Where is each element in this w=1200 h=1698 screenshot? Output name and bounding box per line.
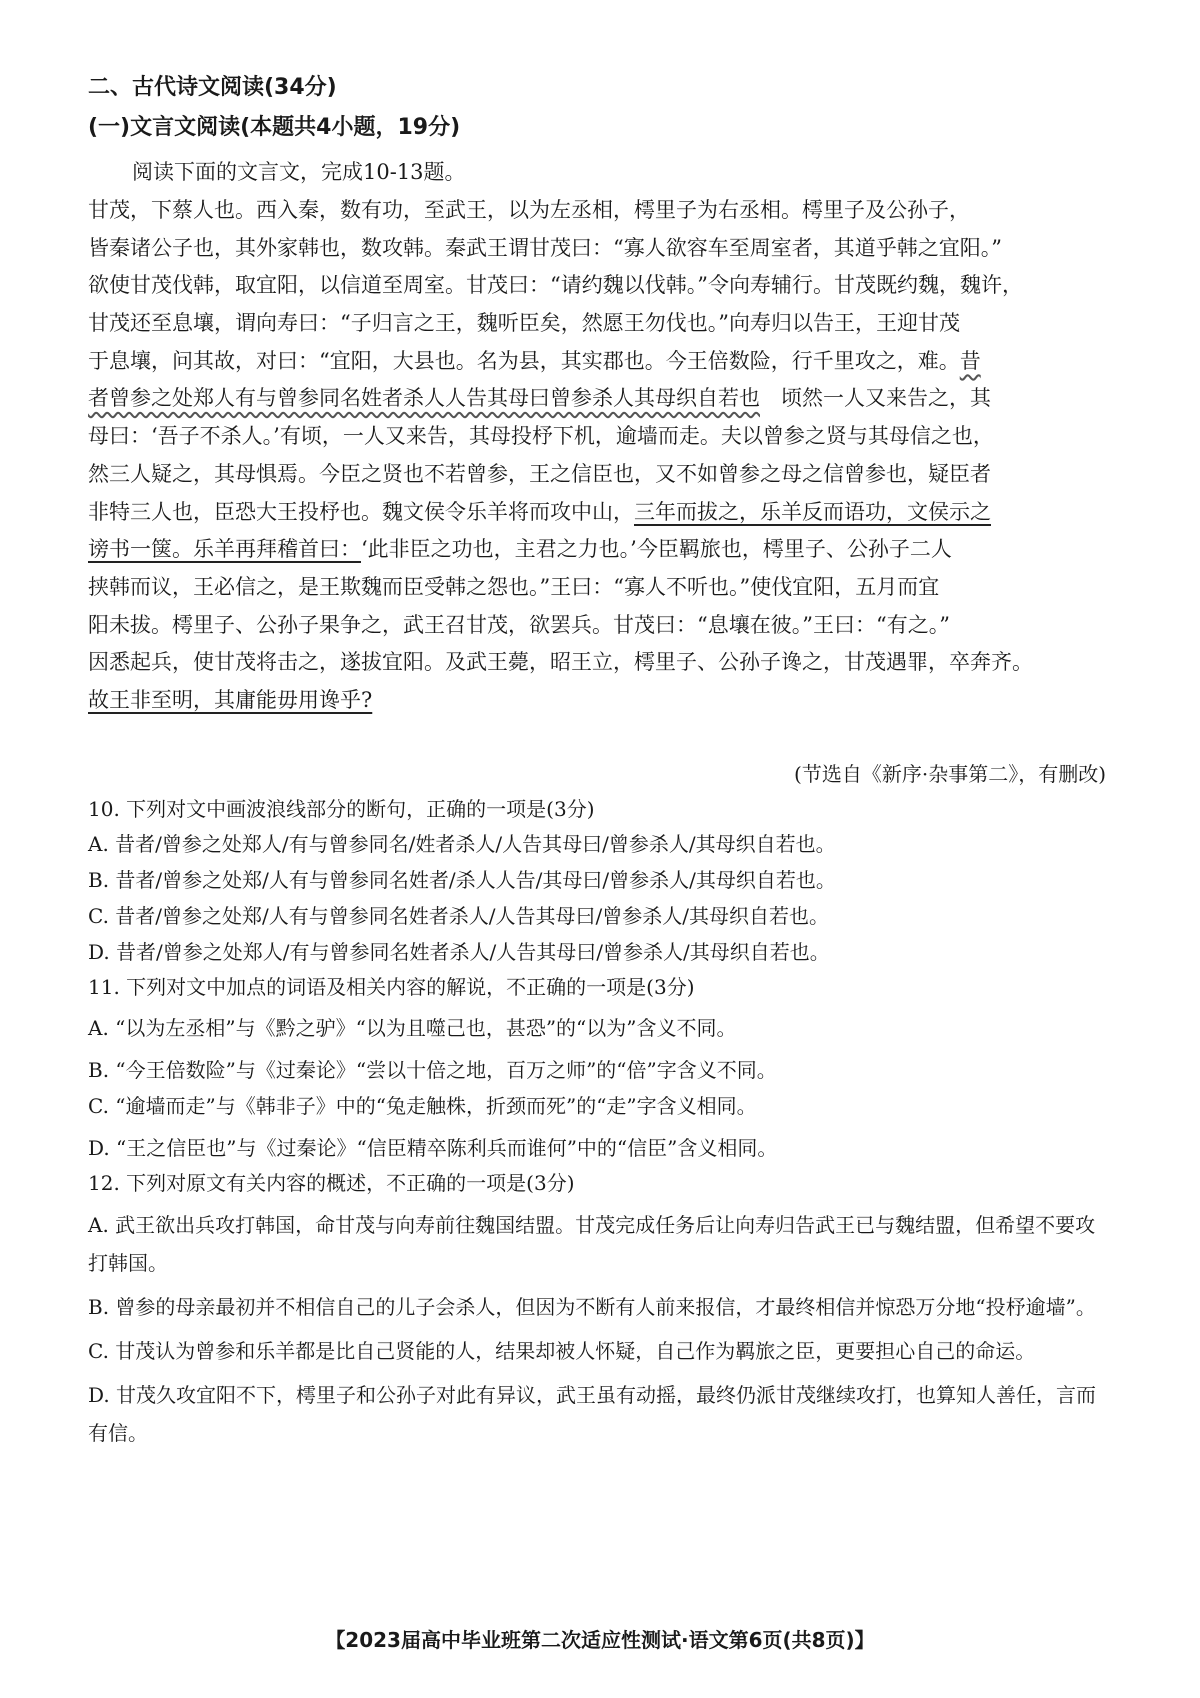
question-12-option-c: C. 甘茂认为曾参和乐羊都是比自己贤能的人，结果却被人怀疑，自己作为羁旅之臣，更要担心自己的命运。 (88, 1339, 1036, 1363)
passage-text: 于息壤，问其故，对曰：“宜阳，大县也。名为县，其实郡也。今王倍数险，行千里攻之，难。 (88, 348, 960, 373)
underlined-text: 谤书一箧。乐羊再拜稽首曰： (88, 537, 361, 562)
question-12-option-a: A. 武王欲出兵攻打韩国，命甘茂与向寿前往魏国结盟。甘茂完成任务后让向寿归告武王已与魏结盟，但希望不要攻打韩国。 (88, 1213, 1096, 1275)
page-footer: 【2023届高中毕业班第二次适应性测试·语文第6页(共8页)】 (325, 1628, 875, 1652)
passage-text: 非特三人也，臣恐大王投杼也。魏文侯令乐羊将而攻中山， (88, 499, 634, 524)
passage-line: 母曰：‘吾子不杀人。’有顷，一人又来告，其母投杼下机，逾墙而走。夫以曾参之贤与其母信之也， (88, 424, 994, 449)
wavy-underlined-text: 者曾参之处郑人有与曾参同名姓者杀人人告其母曰曾参杀人其母织自若也 (88, 386, 760, 411)
passage-line (88, 192, 1106, 230)
question-11-option-d: D. “王之信臣也”与《过秦论》“信臣精卒陈利兵而谁何”中的“信臣”含义相同。 (88, 1136, 778, 1160)
question-12-option-b: B. 曾参的母亲最初并不相信自己的儿子会杀人，但因为不断有人前来报信，才最终相信并惊恐万分地“投杼逾墙”。 (88, 1295, 1096, 1319)
passage-line (88, 380, 1106, 418)
underlined-text: 三年而拔之，乐羊反而语功，文侯示之 (634, 499, 991, 524)
passage-text: ‘此非臣之功也，主君之力也。’今臣羁旅也，樗里子、公孙子二人 (361, 537, 952, 562)
question-10-stem: 10. 下列对文中画波浪线部分的断句，正确的一项是(3分) (88, 797, 595, 821)
section-title: 二、古代诗文阅读(34分) (88, 75, 337, 100)
passage-line: 欲使甘茂伐韩，取宜阳，以信道至周室。甘茂曰：“请约魏以伐韩。”令向寿辅行。甘茂既约魏，魏许， (88, 273, 1023, 298)
passage-line: 阳未拔。樗里子、公孙子果争之，武王召甘茂，欲罢兵。甘茂曰：“息壤在彼。”王曰：“有之。” (88, 612, 950, 637)
question-11-option-a: A. “以为左丞相”与《黔之驴》“以为且噬己也，甚恐”的“以为”含义不同。 (88, 1016, 737, 1040)
question-10-option-c: C. 昔者/曾参之处郑/人有与曾参同名姓者杀人/人告其母曰/曾参杀人/其母织自若也。 (88, 904, 829, 928)
passage-line: 因悉起兵，使甘茂将击之，遂拔宜阳。及武王薨，昭王立，樗里子、公孙子谗之，甘茂遇罪，卒奔齐。 (88, 650, 1033, 675)
question-11-stem: 11. 下列对文中加点的词语及相关内容的解说，不正确的一项是(3分) (88, 975, 695, 999)
instruction: 阅读下面的文言文，完成10-13题。 (132, 160, 466, 184)
questions (88, 792, 1106, 1452)
question-10-option-d: D. 昔者/曾参之处郑人/有与曾参同名姓者杀人/人告其母曰/曾参杀人/其母织自若也。 (88, 940, 830, 964)
question-10-option-b: B. 昔者/曾参之处郑/人有与曾参同名姓者/杀人人告/其母曰/曾参杀人/其母织自若也。 (88, 868, 836, 892)
passage-line: 然三人疑之，其母惧焉。今臣之贤也不若曾参，王之信臣也，又不如曾参之母之信曾参也，疑臣者 (88, 461, 991, 486)
passage-line: 挟韩而议，王必信之，是王欺魏而臣受韩之怨也。”王曰：“寡人不听也。”使伐宜阳，五月而宜 (88, 574, 940, 599)
question-10-option-a: A. 昔者/曾参之处郑人/有与曾参同名/姓者杀人/人告其母曰/曾参杀人/其母织自若也。 (88, 832, 836, 856)
wavy-underlined-text: 昔 (959, 348, 981, 373)
classical-passage (88, 192, 1106, 720)
question-12-stem: 12. 下列对原文有关内容的概述，不正确的一项是(3分) (88, 1171, 575, 1195)
passage-line (88, 682, 1106, 720)
passage-line: 皆秦诸公子也，其外家韩也，数攻韩。秦武王谓甘茂曰：“寡人欲容车至周室者，其道乎韩之宜阳。” (88, 235, 1002, 260)
question-11-option-b: B. “今王倍数险”与《过秦论》“尝以十倍之地，百万之师”的“倍”字含义不同。 (88, 1058, 777, 1082)
question-12-option-d: D. 甘茂久攻宜阳不下，樗里子和公孙子对此有异议，武王虽有动摇，最终仍派甘茂继续攻打，也算知人善任，言而有信。 (88, 1383, 1097, 1445)
passage-line (88, 343, 1106, 381)
passage-text: 顷然一人又来告之，其 (760, 386, 991, 411)
question-11-option-c: C. “逾墙而走”与《韩非子》中的“兔走触株，折颈而死”的“走”字含义相同。 (88, 1094, 757, 1118)
passage-line (88, 531, 1106, 569)
passage-text: 甘茂，下蔡人也。西入秦，数有功，至武王，以为左丞相，樗里子为右丞相。樗里子及公孙子， (88, 198, 970, 222)
subsection-title: (一)文言文阅读(本题共4小题，19分) (88, 115, 461, 140)
passage-line (88, 494, 1106, 532)
passage-line: 甘茂还至息壤，谓向寿曰：“子归言之王，魏听臣矣，然愿王勿伐也。”向寿归以告王，王迎甘茂 (88, 311, 960, 336)
underlined-text: 故王非至明，其庸能毋用谗乎? (88, 687, 373, 712)
source-citation: (节选自《新序·杂事第二》，有删改) (794, 762, 1106, 786)
